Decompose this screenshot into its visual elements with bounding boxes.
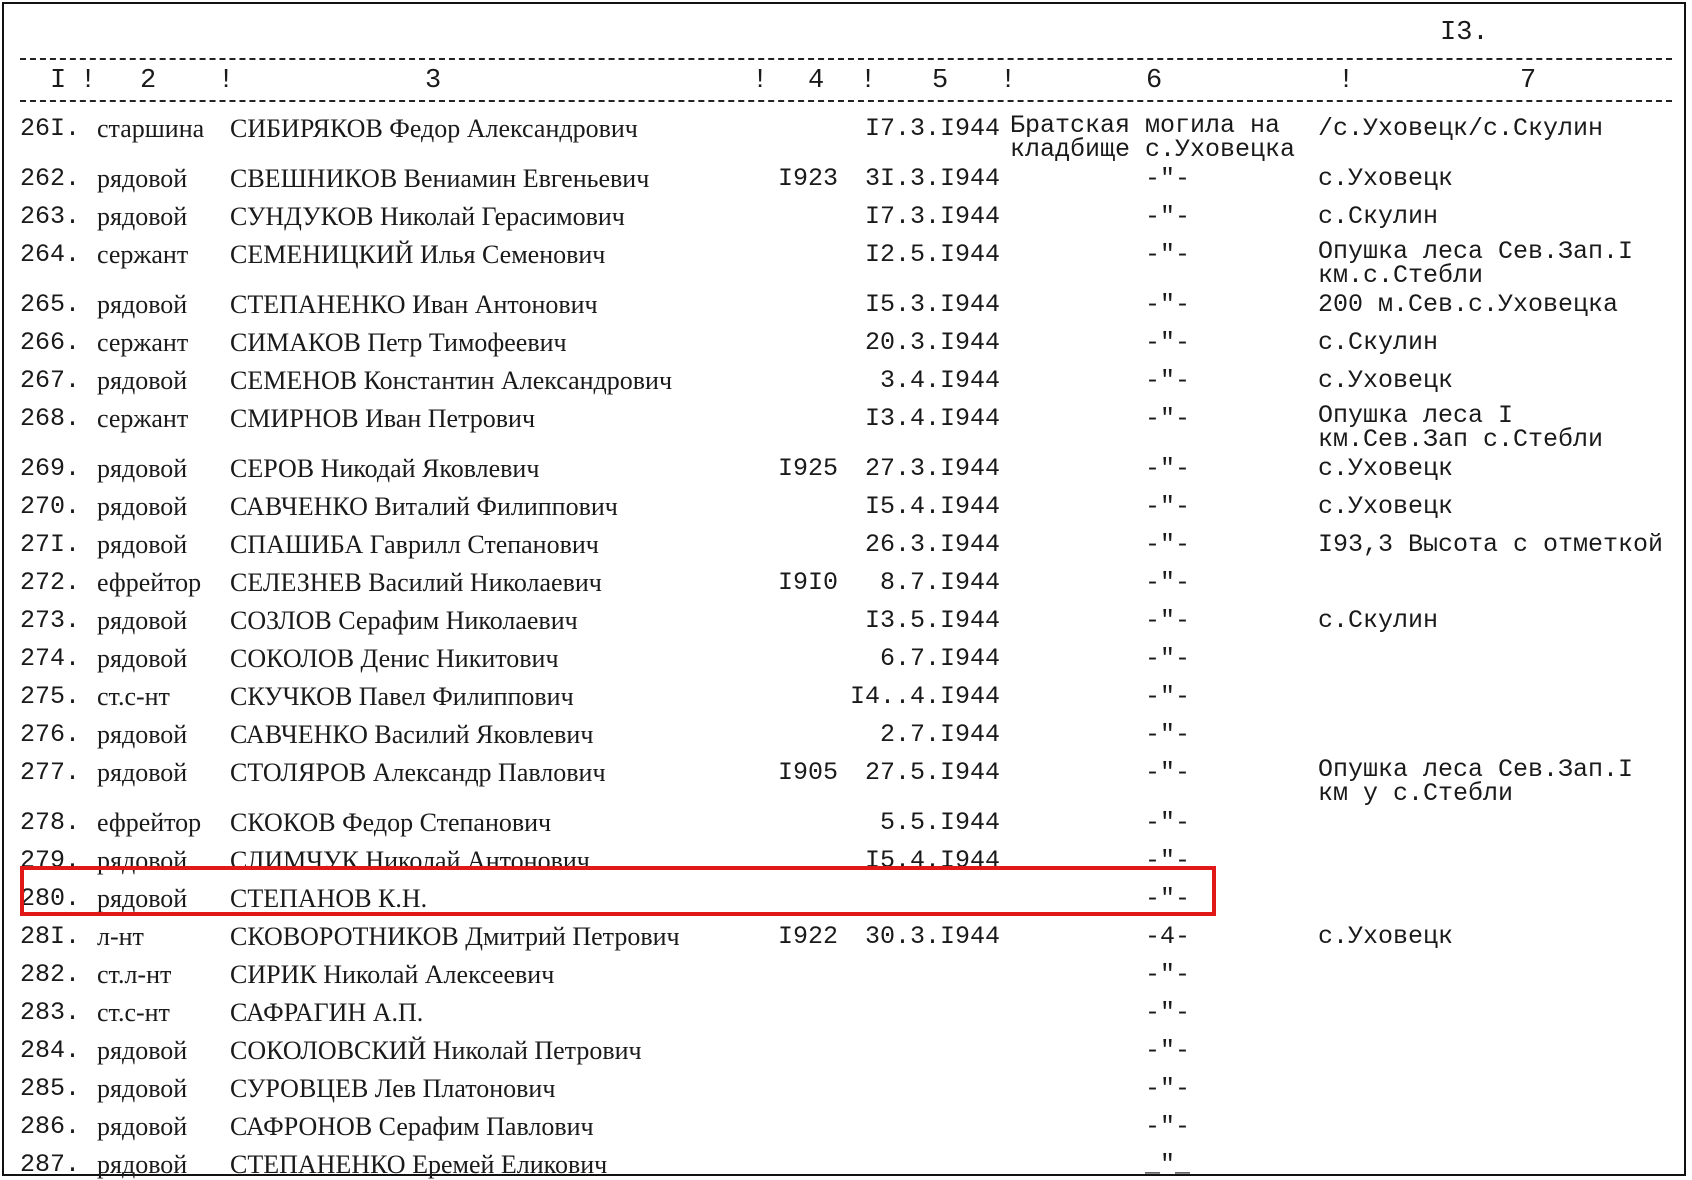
death-date-cell: I5.4.I944 xyxy=(864,492,1000,521)
register-row xyxy=(0,1146,1692,1180)
register-row xyxy=(0,602,1692,640)
death-date-cell: I4..4.I944 xyxy=(849,682,1000,711)
register-row xyxy=(0,198,1692,236)
birth-year-cell: I923 xyxy=(778,164,839,193)
rank-cell: рядовой xyxy=(97,290,188,319)
name-cell: СУРОВЦЕВ Лев Платонович xyxy=(230,1074,556,1103)
name-cell: СКОВОРОТНИКОВ Дмитрий Петрович xyxy=(230,922,680,951)
register-row xyxy=(0,110,1692,164)
place-cell: /с.Уховецк/с.Скулин xyxy=(1318,114,1604,143)
column-separator: ! xyxy=(1338,66,1355,96)
place-cell: 200 м.Сев.с.Уховецка xyxy=(1318,290,1619,319)
death-date-cell: 20.3.I944 xyxy=(864,328,1000,357)
column-separator: ! xyxy=(80,66,97,96)
name-cell: СОЗЛОВ Серафим Николаевич xyxy=(230,606,578,635)
burial-cell: -"- xyxy=(1145,454,1191,483)
burial-cell: _"_ xyxy=(1145,1150,1191,1179)
name-cell: САВЧЕНКО Василий Яковлевич xyxy=(230,720,594,749)
row-number: 286. xyxy=(20,1112,81,1141)
death-date-cell: 3I.3.I944 xyxy=(864,164,1000,193)
row-number: 283. xyxy=(20,998,81,1027)
name-cell: СИМАКОВ Петр Тимофеевич xyxy=(230,328,567,357)
register-row xyxy=(0,324,1692,362)
burial-cell: -"- xyxy=(1145,568,1191,597)
row-number: 279. xyxy=(20,846,81,875)
death-date-cell: I5.4.I944 xyxy=(864,846,1000,875)
register-row xyxy=(0,1070,1692,1108)
death-date-cell: 8.7.I944 xyxy=(879,568,1000,597)
row-number: 285. xyxy=(20,1074,81,1103)
register-row xyxy=(0,450,1692,488)
register-row xyxy=(0,716,1692,754)
burial-cell: -4- xyxy=(1145,922,1191,951)
column-header-6: 6 xyxy=(1146,66,1163,96)
burial-cell: -"- xyxy=(1145,998,1191,1027)
burial-cell: -"- xyxy=(1145,240,1191,269)
rank-cell: сержант xyxy=(97,404,189,433)
name-cell: СТОЛЯРОВ Александр Павлович xyxy=(230,758,606,787)
burial-cell: -"- xyxy=(1145,606,1191,635)
row-number: 262. xyxy=(20,164,81,193)
row-number: 274. xyxy=(20,644,81,673)
place-cell: с.Уховецк xyxy=(1318,164,1454,193)
burial-cell: -"- xyxy=(1145,164,1191,193)
death-date-cell: 26.3.I944 xyxy=(864,530,1000,559)
column-header-5: 5 xyxy=(932,66,949,96)
burial-cell: -"- xyxy=(1145,682,1191,711)
rank-cell: рядовой xyxy=(97,758,188,787)
name-cell: САФРОНОВ Серафим Павлович xyxy=(230,1112,594,1141)
rank-cell: рядовой xyxy=(97,202,188,231)
row-number: 263. xyxy=(20,202,81,231)
place-cell: с.Уховецк xyxy=(1318,922,1454,951)
death-date-cell: 2.7.I944 xyxy=(879,720,1000,749)
column-header-4: 4 xyxy=(808,66,825,96)
register-row xyxy=(0,400,1692,454)
death-date-cell: I7.3.I944 xyxy=(864,114,1000,143)
burial-cell: -"- xyxy=(1145,366,1191,395)
rank-cell: рядовой xyxy=(97,720,188,749)
place-cell: с.Уховецк xyxy=(1318,492,1454,521)
column-separator: ! xyxy=(218,66,235,96)
rank-cell: ст.л-нт xyxy=(97,960,172,989)
register-row xyxy=(0,236,1692,290)
column-header-3: 3 xyxy=(425,66,442,96)
place-cell: Опушка леса Сев.Зап.I км у с.Стебли xyxy=(1318,755,1634,808)
name-cell: СОКОЛОВ Денис Никитович xyxy=(230,644,559,673)
row-number: 270. xyxy=(20,492,81,521)
register-row xyxy=(0,754,1692,808)
burial-cell: -"- xyxy=(1145,644,1191,673)
burial-cell: Братская могила на кладбище с.Уховецка xyxy=(1010,111,1296,164)
name-cell: СОКОЛОВСКИЙ Николай Петрович xyxy=(230,1036,642,1065)
name-cell: СТЕПАНЕНКО Еремей Еликович xyxy=(230,1150,608,1179)
rank-cell: ст.с-нт xyxy=(97,682,170,711)
row-number: 26I. xyxy=(20,114,81,143)
place-cell: Опушка леса Сев.Зап.I км.с.Стебли xyxy=(1318,237,1634,290)
burial-cell: -"- xyxy=(1145,720,1191,749)
name-cell: СМИРНОВ Иван Петрович xyxy=(230,404,536,433)
burial-cell: -"- xyxy=(1145,492,1191,521)
rank-cell: рядовой xyxy=(97,366,188,395)
row-number: 277. xyxy=(20,758,81,787)
row-number: 284. xyxy=(20,1036,81,1065)
burial-cell: -"- xyxy=(1145,404,1191,433)
column-separator: ! xyxy=(1000,66,1017,96)
rank-cell: рядовой xyxy=(97,1150,188,1179)
rank-cell: сержант xyxy=(97,328,189,357)
row-number: 276. xyxy=(20,720,81,749)
death-date-cell: 30.3.I944 xyxy=(864,922,1000,951)
register-row xyxy=(0,804,1692,842)
name-cell: СВЕШНИКОВ Вениамин Евгеньевич xyxy=(230,164,650,193)
row-number: 265. xyxy=(20,290,81,319)
register-row xyxy=(0,1108,1692,1146)
place-cell: с.Скулин xyxy=(1318,202,1439,231)
column-separator: ! xyxy=(860,66,877,96)
register-row xyxy=(0,526,1692,564)
death-date-cell: I5.3.I944 xyxy=(864,290,1000,319)
name-cell: СЕМЕНОВ Константин Александрович xyxy=(230,366,673,395)
name-cell: СКОКОВ Федор Степанович xyxy=(230,808,552,837)
row-number: 272. xyxy=(20,568,81,597)
death-date-cell: 3.4.I944 xyxy=(879,366,1000,395)
register-row xyxy=(0,488,1692,526)
death-date-cell: I3.5.I944 xyxy=(864,606,1000,635)
name-cell: САВЧЕНКО Виталий Филиппович xyxy=(230,492,618,521)
row-number: 267. xyxy=(20,366,81,395)
rank-cell: рядовой xyxy=(97,606,188,635)
name-cell: СКУЧКОВ Павел Филиппович xyxy=(230,682,574,711)
row-number: 269. xyxy=(20,454,81,483)
burial-cell: -"- xyxy=(1145,960,1191,989)
name-cell: СЛИМЧУК Николай Антонович xyxy=(230,846,590,875)
name-cell: СИРИК Николай Алексеевич xyxy=(230,960,555,989)
place-cell: с.Скулин xyxy=(1318,328,1439,357)
place-cell: с.Уховецк xyxy=(1318,454,1454,483)
column-separator: ! xyxy=(752,66,769,96)
row-number: 273. xyxy=(20,606,81,635)
rank-cell: рядовой xyxy=(97,492,188,521)
register-row xyxy=(0,918,1692,956)
register-row xyxy=(0,678,1692,716)
row-number: 280. xyxy=(20,884,81,913)
death-date-cell: I3.4.I944 xyxy=(864,404,1000,433)
death-date-cell: 27.3.I944 xyxy=(864,454,1000,483)
rank-cell: рядовой xyxy=(97,1036,188,1065)
name-cell: СТЕПАНОВ К.Н. xyxy=(230,884,428,913)
place-cell: с.Скулин xyxy=(1318,606,1439,635)
place-cell: Опушка леса I км.Сев.Зап с.Стебли xyxy=(1318,401,1604,454)
burial-cell: -"- xyxy=(1145,1036,1191,1065)
row-number: 278. xyxy=(20,808,81,837)
header-rule-top xyxy=(20,58,1672,60)
death-date-cell: 6.7.I944 xyxy=(879,644,1000,673)
rank-cell: ст.с-нт xyxy=(97,998,170,1027)
row-number: 27I. xyxy=(20,530,81,559)
register-row xyxy=(0,286,1692,324)
rank-cell: рядовой xyxy=(97,164,188,193)
death-date-cell: I7.3.I944 xyxy=(864,202,1000,231)
name-cell: СЕРОВ Никодай Яковлевич xyxy=(230,454,540,483)
birth-year-cell: I922 xyxy=(778,922,839,951)
death-date-cell: 27.5.I944 xyxy=(864,758,1000,787)
burial-cell: -"- xyxy=(1145,328,1191,357)
column-header-7: 7 xyxy=(1520,66,1537,96)
birth-year-cell: I905 xyxy=(778,758,839,787)
register-row xyxy=(0,956,1692,994)
page-number: I3. xyxy=(1440,18,1489,48)
place-cell: I93,3 Высота с отметкой xyxy=(1318,530,1664,559)
burial-cell: -"- xyxy=(1145,202,1191,231)
burial-cell: -"- xyxy=(1145,1112,1191,1141)
rank-cell: старшина xyxy=(97,114,205,143)
birth-year-cell: I925 xyxy=(778,454,839,483)
register-row xyxy=(0,564,1692,602)
register-row xyxy=(0,994,1692,1032)
death-date-cell: I2.5.I944 xyxy=(864,240,1000,269)
highlight-box xyxy=(20,866,1216,916)
name-cell: СЕМЕНИЦКИЙ Илья Семенович xyxy=(230,240,606,269)
rank-cell: л-нт xyxy=(97,922,144,951)
register-row xyxy=(0,362,1692,400)
row-number: 287. xyxy=(20,1150,81,1179)
burial-cell: -"- xyxy=(1145,530,1191,559)
name-cell: СТЕПАНЕНКО Иван Антонович xyxy=(230,290,598,319)
rank-cell: сержант xyxy=(97,240,189,269)
burial-cell: -"- xyxy=(1145,808,1191,837)
rank-cell: рядовой xyxy=(97,644,188,673)
rank-cell: рядовой xyxy=(97,454,188,483)
row-number: 275. xyxy=(20,682,81,711)
name-cell: СПАШИБА Гаврилл Степанович xyxy=(230,530,599,559)
burial-cell: -"- xyxy=(1145,846,1191,875)
row-number: 266. xyxy=(20,328,81,357)
column-header-2: 2 xyxy=(140,66,157,96)
rank-cell: рядовой xyxy=(97,1112,188,1141)
column-header-1: I xyxy=(50,66,67,96)
burial-cell: -"- xyxy=(1145,1074,1191,1103)
row-number: 282. xyxy=(20,960,81,989)
name-cell: САФРАГИН А.П. xyxy=(230,998,424,1027)
register-row xyxy=(0,640,1692,678)
row-number: 28I. xyxy=(20,922,81,951)
burial-cell: -"- xyxy=(1145,758,1191,787)
rank-cell: рядовой xyxy=(97,846,188,875)
name-cell: СИБИРЯКОВ Федор Александрович xyxy=(230,114,638,143)
register-row xyxy=(0,160,1692,198)
register-row xyxy=(0,1032,1692,1070)
rank-cell: рядовой xyxy=(97,884,188,913)
header-rule-bottom xyxy=(20,100,1672,102)
row-number: 264. xyxy=(20,240,81,269)
burial-cell: -"- xyxy=(1145,290,1191,319)
name-cell: СУНДУКОВ Николай Герасимович xyxy=(230,202,625,231)
rank-cell: ефрейтор xyxy=(97,808,202,837)
rank-cell: рядовой xyxy=(97,530,188,559)
burial-cell: -"- xyxy=(1145,884,1191,913)
place-cell: с.Уховецк xyxy=(1318,366,1454,395)
death-date-cell: 5.5.I944 xyxy=(879,808,1000,837)
row-number: 268. xyxy=(20,404,81,433)
birth-year-cell: I9I0 xyxy=(778,568,839,597)
rank-cell: ефрейтор xyxy=(97,568,202,597)
name-cell: СЕЛЕЗНЕВ Василий Николаевич xyxy=(230,568,602,597)
rank-cell: рядовой xyxy=(97,1074,188,1103)
